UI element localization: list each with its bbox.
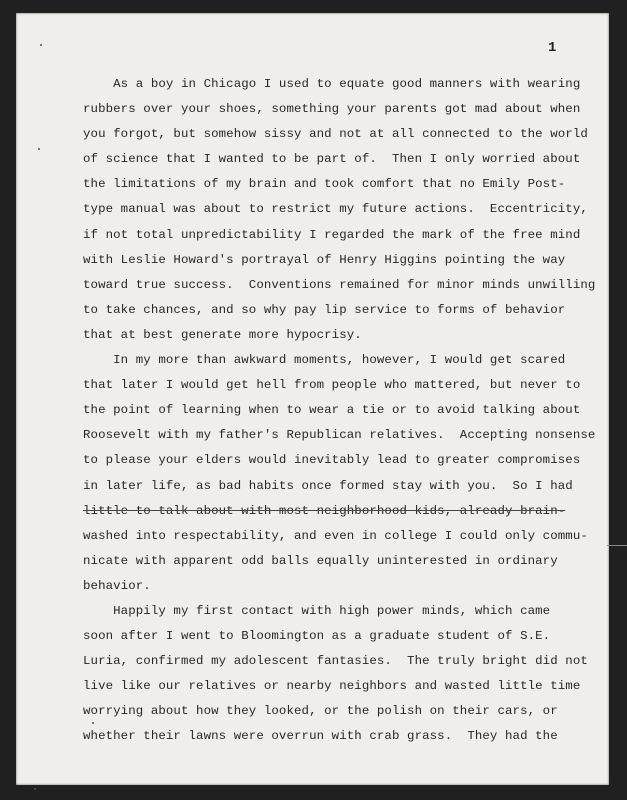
text-line: whether their lawns were overrun with crab grass. They had the (83, 729, 558, 744)
text-line: nicate with apparent odd balls equally uninterested in ordinary (83, 553, 558, 568)
paragraph (83, 348, 603, 599)
text-line: Happily my first contact with high power minds, which came (83, 603, 551, 618)
paragraph (83, 72, 603, 348)
text-line: washed into respectability, and even in college I could only commu- (83, 528, 588, 543)
text-line: behavior. (83, 578, 151, 593)
text-line: rubbers over your shoes, something your parents got mad about when (83, 102, 581, 117)
text-line: of science that I wanted to be part of. Then I only worried about (83, 152, 581, 167)
page-number: 1 (548, 40, 557, 56)
text-line: that later I would get hell from people who mattered, but never to (83, 378, 581, 393)
text-line: that at best generate more hypocrisy. (83, 327, 362, 342)
text-line: type manual was about to restrict my future actions. Eccentricity, (83, 202, 588, 217)
text-line: to take chances, and so why pay lip service to forms of behavior (83, 302, 566, 317)
text-line: to please your elders would inevitably lead to greater compromises (83, 453, 581, 468)
text-line: live like our relatives or nearby neighbors and wasted little time (83, 679, 581, 694)
paragraph (83, 599, 603, 750)
paper-speck (92, 722, 94, 724)
text-line: Roosevelt with my father's Republican relatives. Accepting nonsense (83, 428, 596, 443)
text-line: the limitations of my brain and took comfort that no Emily Post- (83, 177, 566, 192)
text-line: In my more than awkward moments, however, I would get scared (83, 353, 566, 368)
text-line: worrying about how they looked, or the polish on their cars, or (83, 704, 558, 719)
text-line: with Leslie Howard's portrayal of Henry Higgins pointing the way (83, 252, 566, 267)
paper-speck (40, 44, 42, 46)
text-line: Luria, confirmed my adolescent fantasies. The truly bright did not (83, 654, 588, 669)
text-line: you forgot, but somehow sissy and not at all connected to the world (83, 127, 588, 142)
text-line: soon after I went to Bloomington as a graduate student of S.E. (83, 629, 551, 644)
body-text (83, 72, 603, 750)
text-line: toward true success. Conventions remained for minor minds unwilling (83, 277, 596, 292)
text-line: if not total unpredictability I regarded the mark of the free mind (83, 227, 581, 242)
text-line: As a boy in Chicago I used to equate good manners with wearing (83, 77, 581, 91)
page-edge-mark (607, 545, 627, 546)
paper-speck (38, 148, 40, 150)
text-line: in later life, as bad habits once formed stay with you. So I had (83, 478, 573, 493)
text-line: the point of learning when to wear a tie or to avoid talking about (83, 403, 581, 418)
paper-speck (34, 788, 36, 790)
struck-text-line: little to talk about with most neighborhood kids, already brain- (83, 503, 566, 518)
